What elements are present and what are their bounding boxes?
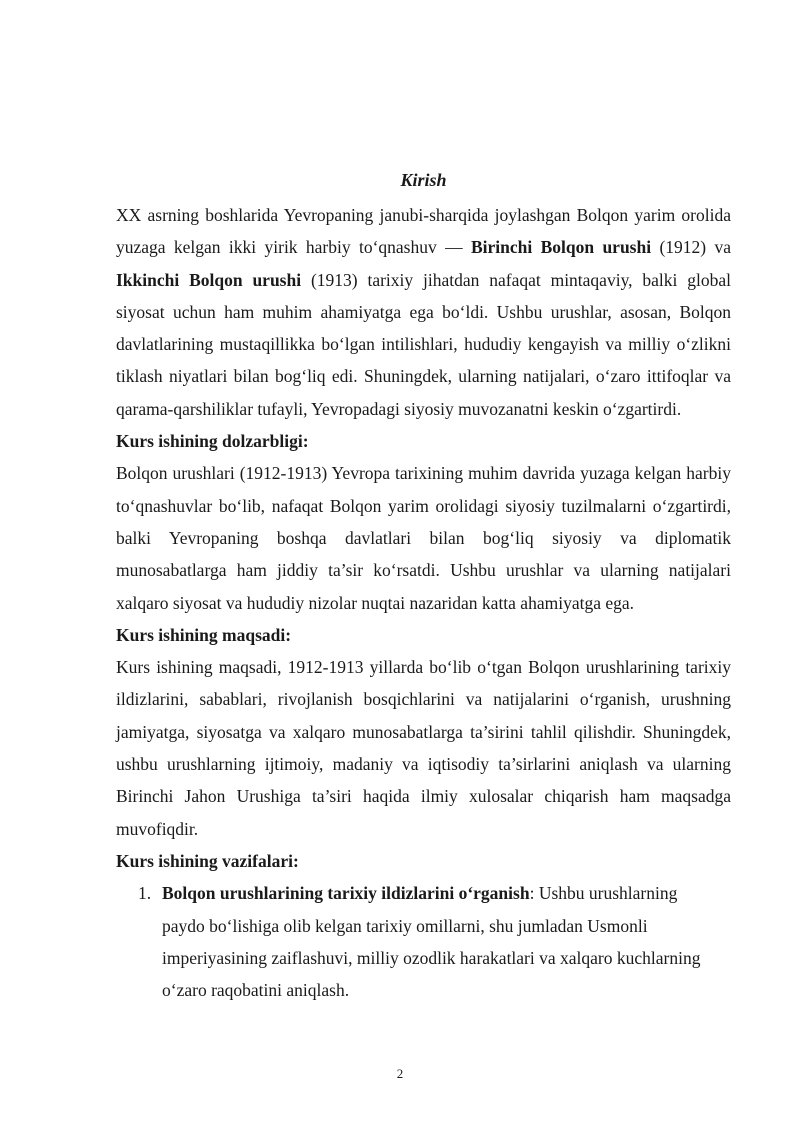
relevance-paragraph: Bolqon urushlari (1912-1913) Yevropa tarixining muhim davrida yuzaga kelgan harbiy to‘qnashuvlar bo‘lib, nafaqat Bolqon yarim orolidagi siyosiy tuzilmalarni o‘zgartirdi, balki Yevropaning boshqa davlatlari bilan bog‘liq siyosiy va diplomatik munosabatlarga ham jiddiy ta’sir ko‘rsatdi. Ushbu urushlar va ularning natijalari xalqaro siyosat va hududiy nizolar nuqtai nazaridan katta ahamiyatga ega.	[116, 463, 731, 613]
tasks-heading: Kurs ishining vazifalari:	[116, 850, 299, 871]
intro-paragraph	[116, 199, 731, 425]
list-item-text: : Ushbu urushlarning paydo bo‘lishiga olib kelgan tarixiy omillarni, shu jumladan Usmonli imperiyasining zaiflashuvi, milliy ozodlik harakatlari va xalqaro kuchlarning o‘zaro raqobatini aniqlash.	[162, 883, 701, 1001]
intro-text-3: (1913) tarixiy jihatdan nafaqat mintaqaviy, balki global siyosat uchun ham muhim ahamiyatga ega bo‘ldi. Ushbu urushlar, asosan, Bolqon davlatlarining mustaqillikka bo‘lgan intilishlari, hududiy kengayish va milliy o‘zlikni tiklash niyatlari bilan bog‘liq edi. Shuningdek, ularning natijalari, o‘zaro ittifoqlar va qarama-qarshiliklar tufayli, Yevropadagi siyosiy muvozanatni keskin o‘zgartirdi.	[116, 269, 732, 419]
document-page	[116, 167, 731, 1006]
goal-heading: Kurs ishining maqsadi:	[116, 624, 292, 645]
list-item	[116, 877, 731, 1006]
relevance-heading: Kurs ishining dolzarbligi:	[116, 431, 309, 452]
page-number: 2	[396, 1066, 404, 1081]
intro-bold-2: Ikkinchi Bolqon urushi	[116, 269, 302, 290]
tasks-list	[116, 877, 731, 1006]
list-item-title: Bolqon urushlarining tarixiy ildizlarini o‘rganish	[162, 883, 530, 904]
intro-text-1: XX asrning boshlarida Yevropaning janubi-sharqida joylashgan Bolqon yarim orolida yuzaga kelgan ikki yirik harbiy to‘qnashuv —	[116, 205, 731, 258]
intro-text-2: (1912) va	[651, 237, 731, 258]
list-item-number: 1.	[138, 883, 152, 904]
page-title: Kirish	[400, 170, 447, 190]
intro-bold-1: Birinchi Bolqon urushi	[470, 237, 652, 258]
goal-paragraph: Kurs ishining maqsadi, 1912-1913 yillarda bo‘lib o‘tgan Bolqon urushlarining tarixiy ildizlarini, sabablari, rivojlanish bosqichlarini va natijalarini o‘rganish, urushning jamiyatga, siyosatga va xalqaro munosabatlarga ta’sirini tahlil qilishdir. Shuningdek, ushbu urushlarning ijtimoiy, madaniy va iqtisodiy ta’sirlarini aniqlash va ularning Birinchi Jahon Urushiga ta’siri haqida ilmiy xulosalar chiqarish ham maqsadga muvofiqdir.	[116, 657, 731, 839]
